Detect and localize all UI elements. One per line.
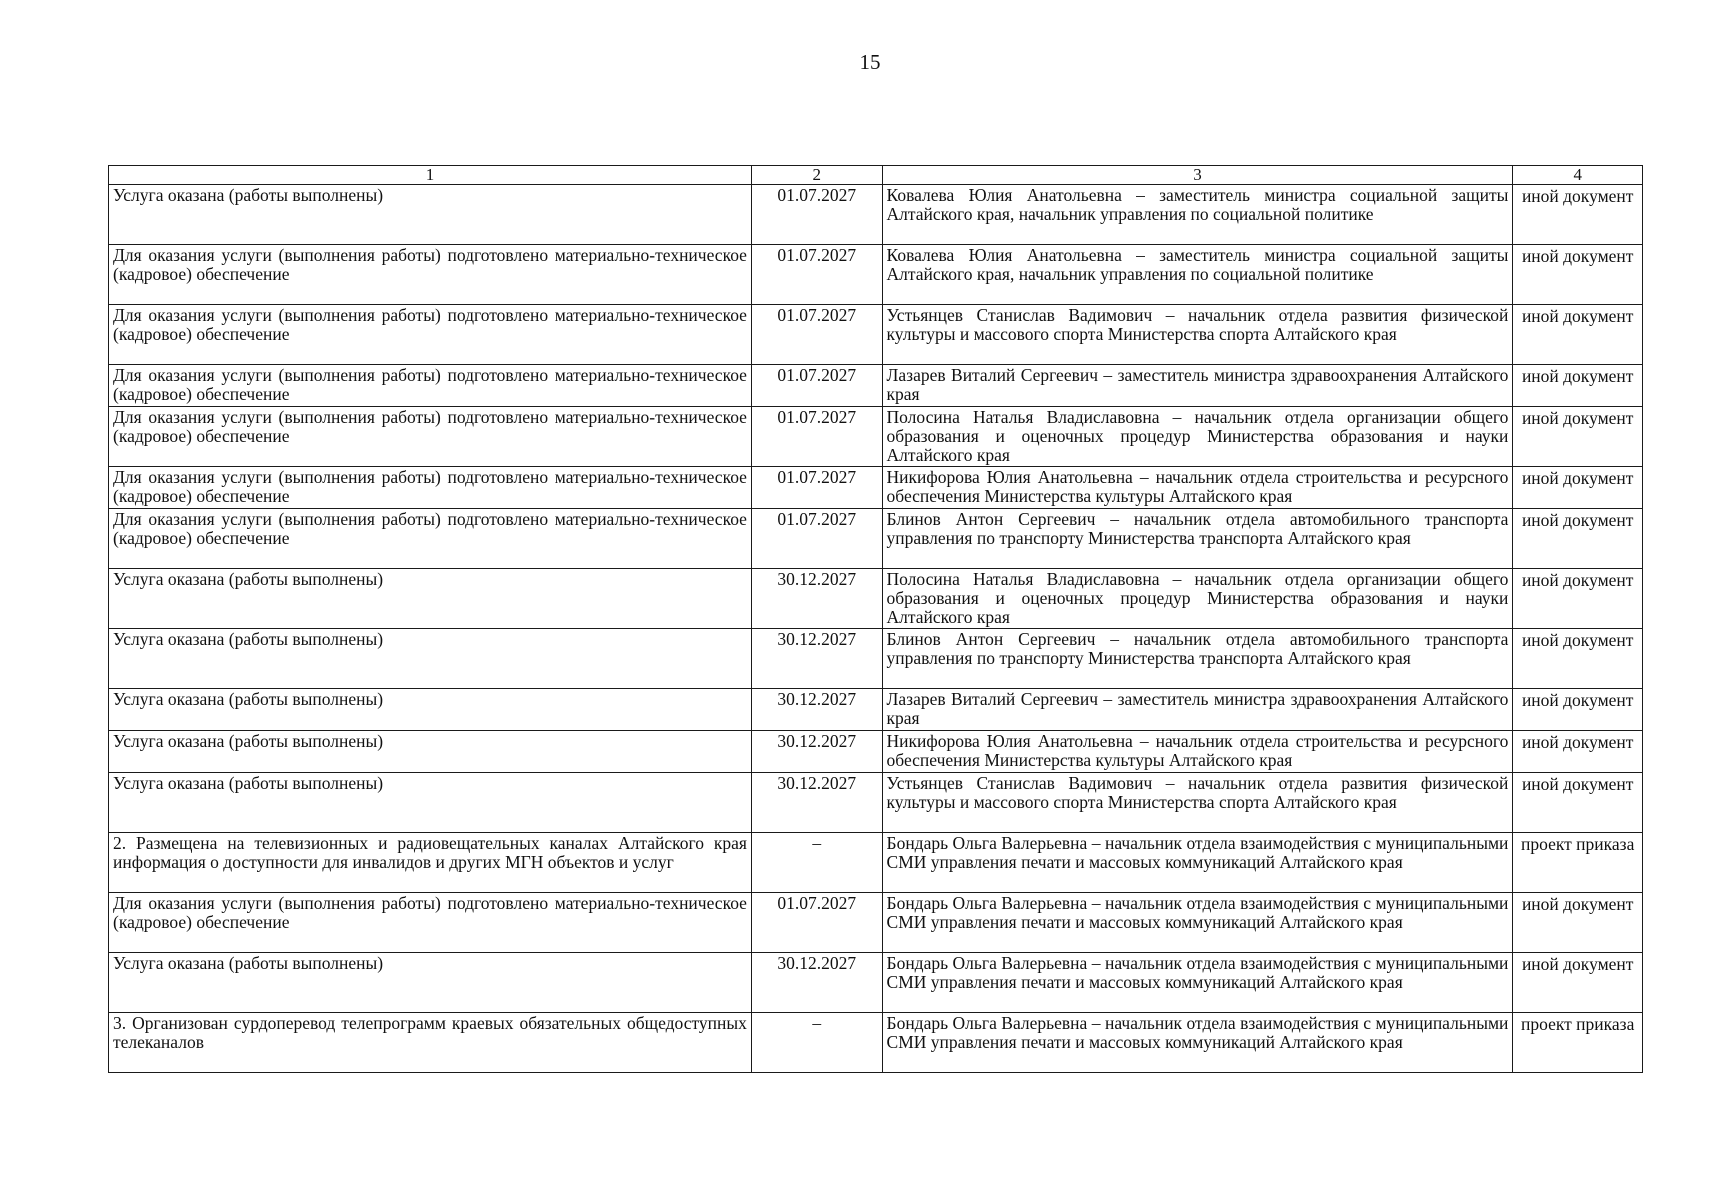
deadline-cell: 30.12.2027 bbox=[751, 629, 882, 689]
result-description-cell: Услуга оказана (работы выполнены) bbox=[109, 629, 752, 689]
responsible-person-cell: Бондарь Ольга Валерьевна – начальник отдела взаимодействия с муниципальными СМИ управления печати и массовых коммуникаций Алтайского края bbox=[882, 893, 1513, 953]
deadline-cell: 01.07.2027 bbox=[751, 407, 882, 467]
document-type-cell: иной документ bbox=[1513, 731, 1643, 773]
deadline-cell: – bbox=[751, 833, 882, 893]
responsible-person-cell: Бондарь Ольга Валерьевна – начальник отдела взаимодействия с муниципальными СМИ управления печати и массовых коммуникаций Алтайского края bbox=[882, 833, 1513, 893]
responsible-person-cell: Бондарь Ольга Валерьевна – начальник отдела взаимодействия с муниципальными СМИ управления печати и массовых коммуникаций Алтайского края bbox=[882, 953, 1513, 1013]
table-row bbox=[109, 569, 1643, 629]
result-description-cell: Для оказания услуги (выполнения работы) подготовлено материально-техническое (кадровое) обеспечение bbox=[109, 305, 752, 365]
result-description-cell: Для оказания услуги (выполнения работы) подготовлено материально-техническое (кадровое) обеспечение bbox=[109, 365, 752, 407]
table-row bbox=[109, 245, 1643, 305]
document-type-cell: иной документ bbox=[1513, 245, 1643, 305]
document-type-cell: иной документ bbox=[1513, 467, 1643, 509]
table-row bbox=[109, 407, 1643, 467]
result-description-cell: Услуга оказана (работы выполнены) bbox=[109, 689, 752, 731]
document-type-cell: иной документ bbox=[1513, 953, 1643, 1013]
result-description-cell: 2. Размещена на телевизионных и радиовещательных каналах Алтайского края информация о доступности для инвалидов и других МГН объектов и услуг bbox=[109, 833, 752, 893]
responsible-person-cell: Устьянцев Станислав Вадимович – начальник отдела развития физической культуры и массового спорта Министерства спорта Алтайского края bbox=[882, 305, 1513, 365]
table-body bbox=[109, 166, 1643, 1073]
result-description-cell: 3. Организован сурдоперевод телепрограмм краевых обязательных общедоступных телеканалов bbox=[109, 1013, 752, 1073]
deadline-cell: 30.12.2027 bbox=[751, 773, 882, 833]
document-type-cell: иной документ bbox=[1513, 689, 1643, 731]
deadline-cell: 30.12.2027 bbox=[751, 953, 882, 1013]
column-number-2: 2 bbox=[751, 166, 882, 185]
responsible-person-cell: Бондарь Ольга Валерьевна – начальник отдела взаимодействия с муниципальными СМИ управления печати и массовых коммуникаций Алтайского края bbox=[882, 1013, 1513, 1073]
document-type-cell: иной документ bbox=[1513, 365, 1643, 407]
document-type-cell: иной документ bbox=[1513, 509, 1643, 569]
document-type-cell: иной документ bbox=[1513, 893, 1643, 953]
table-row bbox=[109, 509, 1643, 569]
document-type-cell: иной документ bbox=[1513, 569, 1643, 629]
result-description-cell: Для оказания услуги (выполнения работы) подготовлено материально-техническое (кадровое) обеспечение bbox=[109, 245, 752, 305]
responsible-person-cell: Ковалева Юлия Анатольевна – заместитель министра социальной защиты Алтайского края, начальник управления по социальной политике bbox=[882, 245, 1513, 305]
table-row bbox=[109, 365, 1643, 407]
table-row bbox=[109, 629, 1643, 689]
deadline-cell: 01.07.2027 bbox=[751, 185, 882, 245]
document-type-cell: иной документ bbox=[1513, 629, 1643, 689]
column-number-1: 1 bbox=[109, 166, 752, 185]
deadline-cell: 01.07.2027 bbox=[751, 245, 882, 305]
result-description-cell: Услуга оказана (работы выполнены) bbox=[109, 731, 752, 773]
document-type-cell: проект приказа bbox=[1513, 1013, 1643, 1073]
column-number-3: 3 bbox=[882, 166, 1513, 185]
document-type-cell: проект приказа bbox=[1513, 833, 1643, 893]
deadline-cell: 01.07.2027 bbox=[751, 509, 882, 569]
table-row bbox=[109, 467, 1643, 509]
column-number-4: 4 bbox=[1513, 166, 1643, 185]
table-row bbox=[109, 305, 1643, 365]
responsible-person-cell: Блинов Антон Сергеевич – начальник отдела автомобильного транспорта управления по транспорту Министерства транспорта Алтайского края bbox=[882, 509, 1513, 569]
result-description-cell: Для оказания услуги (выполнения работы) подготовлено материально-техническое (кадровое) обеспечение bbox=[109, 893, 752, 953]
document-type-cell: иной документ bbox=[1513, 773, 1643, 833]
table-row bbox=[109, 773, 1643, 833]
table-row bbox=[109, 731, 1643, 773]
responsible-person-cell: Устьянцев Станислав Вадимович – начальник отдела развития физической культуры и массового спорта Министерства спорта Алтайского края bbox=[882, 773, 1513, 833]
table-row bbox=[109, 1013, 1643, 1073]
responsible-person-cell: Блинов Антон Сергеевич – начальник отдела автомобильного транспорта управления по транспорту Министерства транспорта Алтайского края bbox=[882, 629, 1513, 689]
table-row bbox=[109, 689, 1643, 731]
table-row bbox=[109, 953, 1643, 1013]
document-table bbox=[108, 165, 1643, 1073]
responsible-person-cell: Полосина Наталья Владиславовна – начальник отдела организации общего образования и оценочных процедур Министерства образования и науки Алтайского края bbox=[882, 407, 1513, 467]
result-description-cell: Услуга оказана (работы выполнены) bbox=[109, 185, 752, 245]
result-description-cell: Услуга оказана (работы выполнены) bbox=[109, 773, 752, 833]
deadline-cell: 30.12.2027 bbox=[751, 731, 882, 773]
table-row bbox=[109, 185, 1643, 245]
table-row bbox=[109, 893, 1643, 953]
result-description-cell: Услуга оказана (работы выполнены) bbox=[109, 569, 752, 629]
responsible-person-cell: Ковалева Юлия Анатольевна – заместитель министра социальной защиты Алтайского края, начальник управления по социальной политике bbox=[882, 185, 1513, 245]
document-type-cell: иной документ bbox=[1513, 407, 1643, 467]
responsible-person-cell: Лазарев Виталий Сергеевич – заместитель министра здравоохранения Алтайского края bbox=[882, 365, 1513, 407]
table-row bbox=[109, 833, 1643, 893]
responsible-person-cell: Лазарев Виталий Сергеевич – заместитель министра здравоохранения Алтайского края bbox=[882, 689, 1513, 731]
deadline-cell: 01.07.2027 bbox=[751, 365, 882, 407]
deadline-cell: 01.07.2027 bbox=[751, 893, 882, 953]
responsible-person-cell: Никифорова Юлия Анатольевна – начальник отдела строительства и ресурсного обеспечения Министерства культуры Алтайского края bbox=[882, 731, 1513, 773]
deadline-cell: 30.12.2027 bbox=[751, 689, 882, 731]
column-number-row bbox=[109, 166, 1643, 185]
responsible-person-cell: Полосина Наталья Владиславовна – начальник отдела организации общего образования и оценочных процедур Министерства образования и науки Алтайского края bbox=[882, 569, 1513, 629]
document-type-cell: иной документ bbox=[1513, 305, 1643, 365]
deadline-cell: 01.07.2027 bbox=[751, 467, 882, 509]
result-description-cell: Для оказания услуги (выполнения работы) подготовлено материально-техническое (кадровое) обеспечение bbox=[109, 467, 752, 509]
result-description-cell: Для оказания услуги (выполнения работы) подготовлено материально-техническое (кадровое) обеспечение bbox=[109, 509, 752, 569]
responsible-person-cell: Никифорова Юлия Анатольевна – начальник отдела строительства и ресурсного обеспечения Министерства культуры Алтайского края bbox=[882, 467, 1513, 509]
deadline-cell: 01.07.2027 bbox=[751, 305, 882, 365]
document-type-cell: иной документ bbox=[1513, 185, 1643, 245]
page-number: 15 bbox=[859, 50, 881, 74]
result-description-cell: Услуга оказана (работы выполнены) bbox=[109, 953, 752, 1013]
deadline-cell: – bbox=[751, 1013, 882, 1073]
deadline-cell: 30.12.2027 bbox=[751, 569, 882, 629]
result-description-cell: Для оказания услуги (выполнения работы) подготовлено материально-техническое (кадровое) обеспечение bbox=[109, 407, 752, 467]
